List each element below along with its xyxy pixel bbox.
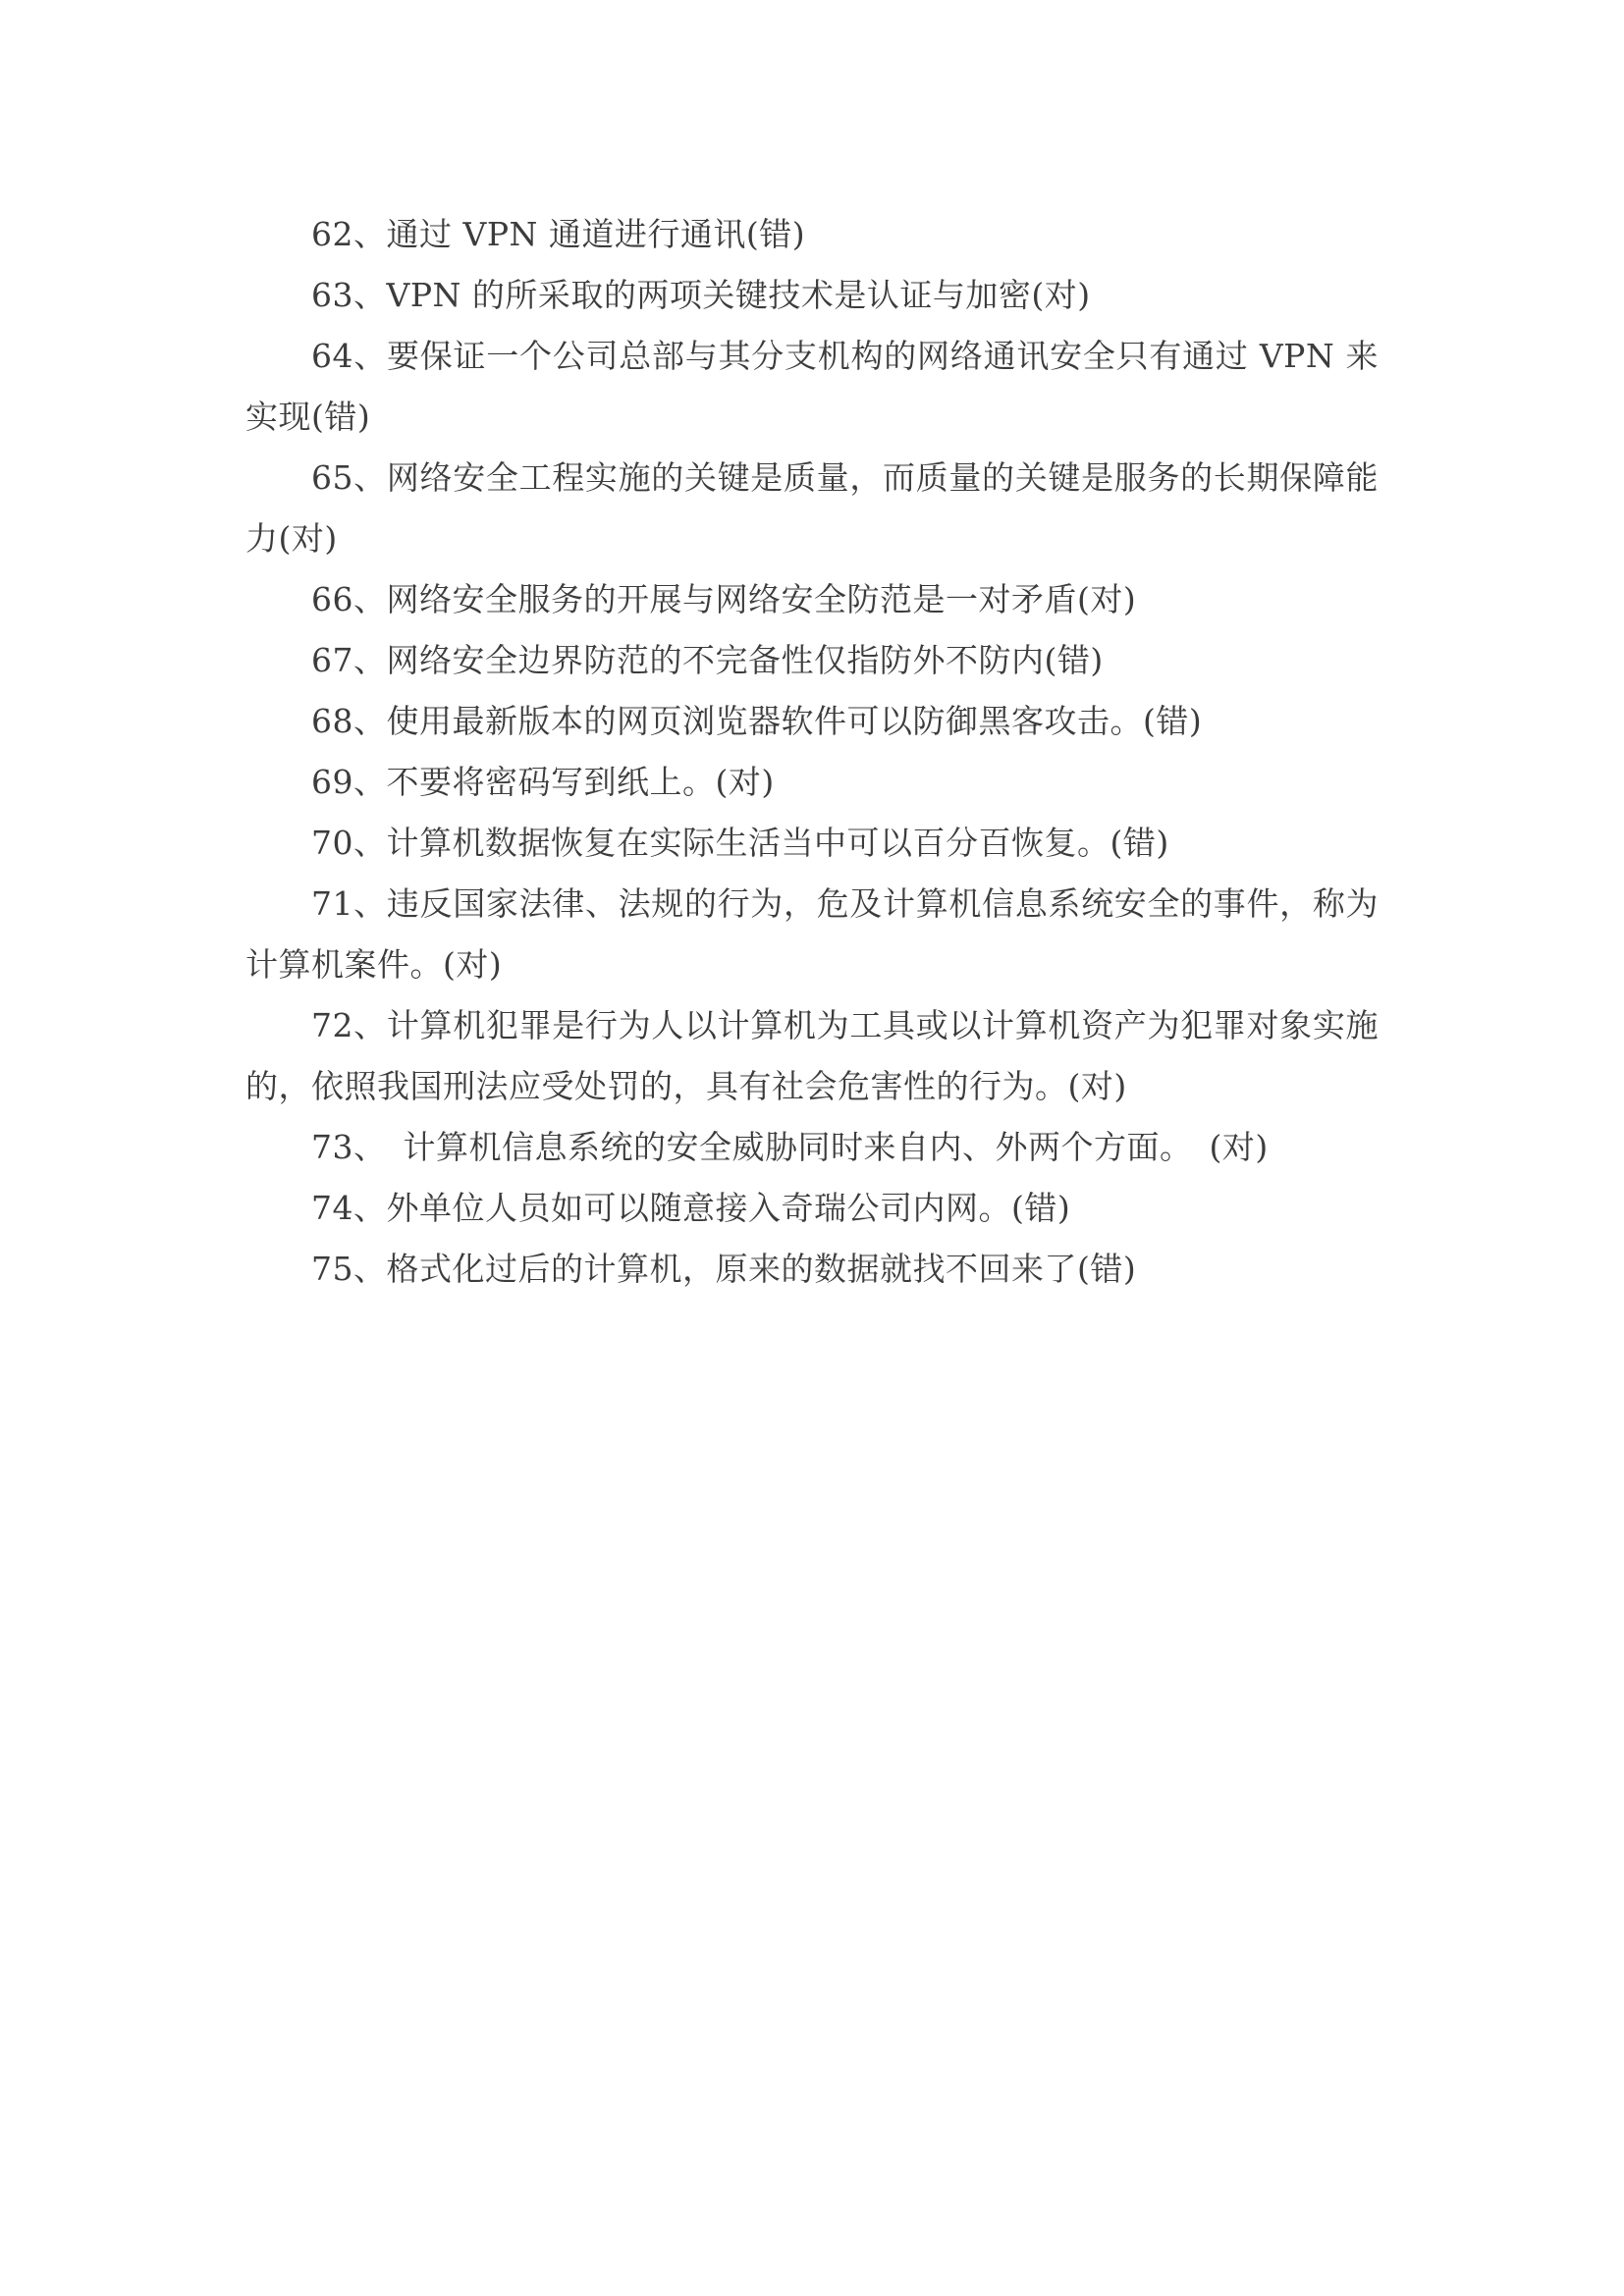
question-text: 要保证一个公司总部与其分支机构的网络通讯安全只有通过 VPN 来实现 bbox=[245, 337, 1379, 436]
question-item-73 bbox=[245, 1117, 1379, 1178]
question-text: 计算机信息系统的安全威胁同时来自内、外两个方面。 bbox=[370, 1128, 1210, 1166]
question-answer: (对) bbox=[278, 519, 338, 558]
question-number: 63、 bbox=[311, 276, 387, 314]
question-answer: (错) bbox=[1143, 702, 1203, 740]
question-number: 74、 bbox=[311, 1189, 387, 1227]
question-number: 70、 bbox=[311, 824, 387, 862]
question-text: VPN 的所采取的两项关键技术是认证与加密 bbox=[386, 276, 1032, 314]
question-answer: (对) bbox=[1067, 1067, 1127, 1105]
question-number: 66、 bbox=[311, 580, 387, 618]
question-answer: (错) bbox=[1044, 641, 1104, 679]
question-answer: (对) bbox=[1077, 580, 1137, 618]
question-text: 违反国家法律、法规的行为，危及计算机信息系统安全的事件，称为计算机案件。 bbox=[245, 884, 1380, 984]
question-number: 72、 bbox=[311, 1006, 387, 1044]
question-item-70 bbox=[245, 813, 1379, 874]
question-item-67 bbox=[245, 630, 1379, 691]
question-item-64 bbox=[245, 326, 1379, 448]
question-number: 73、 bbox=[311, 1128, 370, 1166]
question-text: 网络安全服务的开展与网络安全防范是一对矛盾 bbox=[386, 580, 1077, 618]
question-number: 65、 bbox=[311, 458, 387, 497]
question-list bbox=[245, 204, 1379, 1300]
question-number: 67、 bbox=[311, 641, 387, 679]
question-item-63 bbox=[245, 265, 1379, 326]
question-answer: (对) bbox=[1031, 276, 1091, 314]
question-number: 69、 bbox=[311, 763, 387, 801]
question-answer: (错) bbox=[1077, 1250, 1137, 1288]
question-item-72 bbox=[245, 995, 1379, 1117]
question-answer: (错) bbox=[311, 398, 371, 436]
question-text: 网络安全工程实施的关键是质量，而质量的关键是服务的长期保障能力 bbox=[245, 458, 1380, 558]
question-item-62 bbox=[245, 204, 1379, 265]
question-text: 通过 VPN 通道进行通讯 bbox=[386, 215, 746, 253]
question-number: 68、 bbox=[311, 702, 387, 740]
question-text: 计算机数据恢复在实际生活当中可以百分百恢复。 bbox=[386, 824, 1110, 862]
question-number: 62、 bbox=[311, 215, 387, 253]
question-answer: (错) bbox=[1011, 1189, 1071, 1227]
question-answer: (错) bbox=[1110, 824, 1169, 862]
question-text: 不要将密码写到纸上。 bbox=[386, 763, 716, 801]
question-text: 外单位人员如可以随意接入奇瑞公司内网。 bbox=[386, 1189, 1011, 1227]
question-text: 格式化过后的计算机，原来的数据就找不回来了 bbox=[386, 1250, 1077, 1288]
question-text: 计算机犯罪是行为人以计算机为工具或以计算机资产为犯罪对象实施的，依照我国刑法应受处罚的，具有社会危害性的行为。 bbox=[245, 1006, 1380, 1105]
question-answer: (对) bbox=[1209, 1128, 1269, 1166]
question-number: 71、 bbox=[311, 884, 387, 923]
question-text: 使用最新版本的网页浏览器软件可以防御黑客攻击。 bbox=[386, 702, 1143, 740]
question-item-75 bbox=[245, 1239, 1379, 1300]
question-item-74 bbox=[245, 1178, 1379, 1239]
question-text: 网络安全边界防范的不完备性仅指防外不防内 bbox=[386, 641, 1045, 679]
question-answer: (对) bbox=[715, 763, 775, 801]
question-answer: (对) bbox=[443, 945, 503, 984]
question-item-71 bbox=[245, 874, 1379, 995]
question-number: 75、 bbox=[311, 1250, 387, 1288]
question-answer: (错) bbox=[745, 215, 806, 253]
question-item-69 bbox=[245, 752, 1379, 813]
question-item-65 bbox=[245, 448, 1379, 569]
question-item-68 bbox=[245, 691, 1379, 752]
question-item-66 bbox=[245, 569, 1379, 630]
question-number: 64、 bbox=[311, 337, 387, 375]
